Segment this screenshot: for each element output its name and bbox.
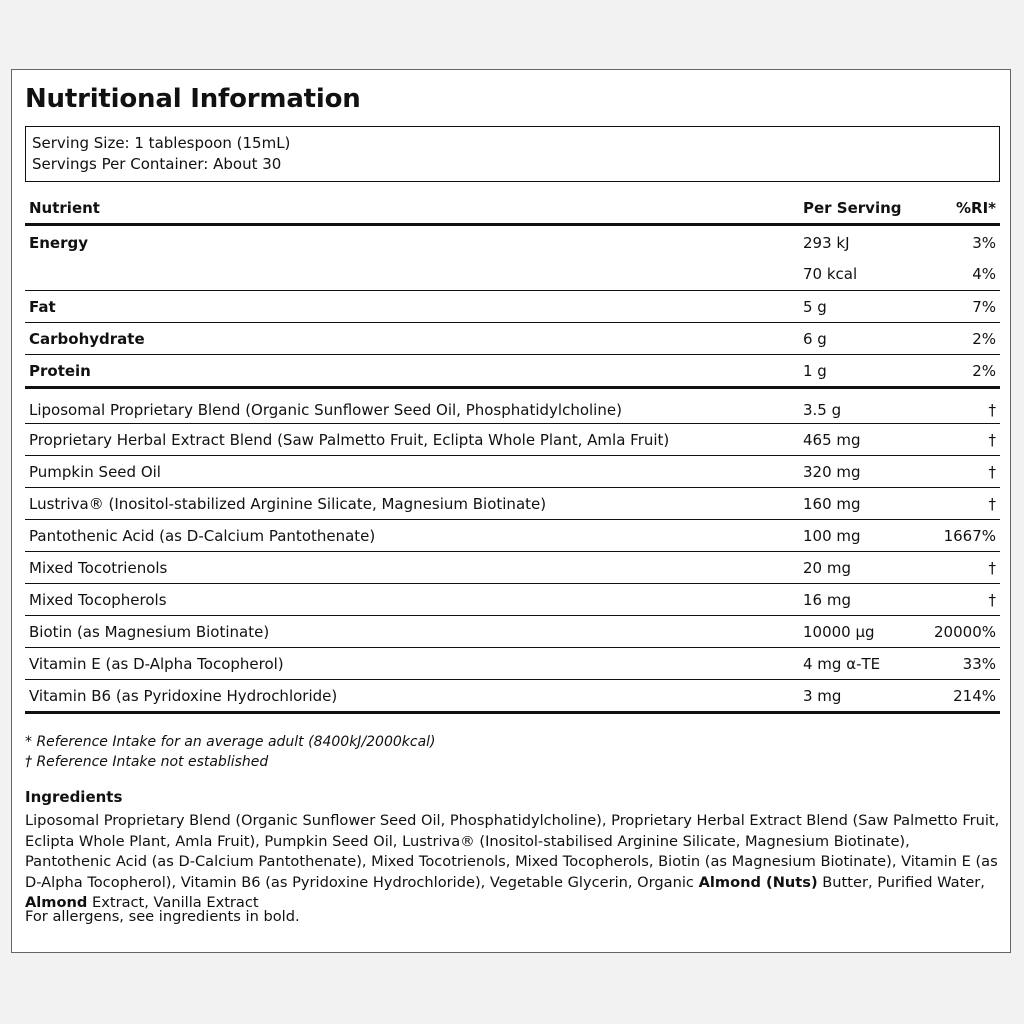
serving-box: [25, 126, 1000, 182]
header-nutrient: Nutrient: [29, 199, 100, 217]
nutrient-name: Mixed Tocotrienols: [29, 559, 168, 577]
table-row: [25, 648, 1000, 680]
dagger-footnote: † Reference Intake not established: [25, 754, 269, 770]
nutrient-name: Proprietary Herbal Extract Blend (Saw Palmetto Fruit, Eclipta Whole Plant, Amla Fruit): [29, 431, 670, 449]
allergen-almond-nuts: Almond (Nuts): [698, 873, 818, 891]
allergen-note: For allergens, see ingredients in bold.: [25, 908, 300, 925]
nutrient-ri: 214%: [953, 687, 996, 705]
nutrient-name: Liposomal Proprietary Blend (Organic Sunflower Seed Oil, Phosphatidylcholine): [29, 401, 622, 419]
nutrient-ri: †: [988, 559, 996, 577]
nutrition-table: [25, 190, 1000, 714]
nutrient-amount: 320 mg: [803, 463, 861, 481]
nutrient-amount: 5 g: [803, 298, 827, 316]
nutrient-amount: 3.5 g: [803, 401, 842, 419]
nutrient-amount: 4 mg α-TE: [803, 655, 881, 673]
energy-kcal: 70 kcal: [803, 265, 858, 283]
nutrient-ri: †: [988, 463, 996, 481]
nutrient-ri: †: [988, 401, 996, 419]
nutrient-name: Pumpkin Seed Oil: [29, 463, 161, 481]
ingredients-part: Butter, Purified Water,: [817, 873, 985, 891]
table-row: [25, 616, 1000, 648]
nutrient-ri: 33%: [962, 655, 996, 673]
nutrient-ri: 2%: [972, 362, 996, 380]
nutrient-amount: 3 mg: [803, 687, 842, 705]
table-row-protein: [25, 355, 1000, 389]
table-row: [25, 584, 1000, 616]
nutrient-ri: 7%: [972, 298, 996, 316]
nutrient-name: Protein: [29, 362, 91, 380]
table-row-energy: [25, 226, 1000, 291]
nutrient-ri: 1667%: [943, 527, 996, 545]
nutrient-amount: 1 g: [803, 362, 827, 380]
page-title: Nutritional Information: [25, 84, 361, 114]
table-row-fat: [25, 291, 1000, 323]
energy-kj-ri: 3%: [972, 234, 996, 252]
nutrient-name: Carbohydrate: [29, 330, 145, 348]
ingredients-title: Ingredients: [25, 788, 123, 806]
table-header: [25, 190, 1000, 226]
nutrient-name: Fat: [29, 298, 56, 316]
ingredients-part: Liposomal Proprietary Blend (Organic Sunflower Seed Oil, Phosphatidylcholine), Proprietary Herbal Extract Blend (Saw Palmetto Fruit, Eclipta Whole Plant, Amla Fruit), Pumpkin Seed Oil, Lustriva® (Inositol-stabilised Arginine Silicate, Magnesium Biotinate), Pantothenic Acid (as D-Calcium Pantothenate), Mixed Tocotrienols, Mixed Tocopherols, Biotin (as Magnesium Biotinate), Vitamin E (as D-Alpha Tocopherol), Vitamin B6 (as Pyridoxine Hydrochloride), Vegetable Glycerin, Organic: [25, 812, 1000, 891]
nutrient-ri: 20000%: [934, 623, 996, 641]
ingredients-text: [25, 811, 1000, 914]
ri-footnote: * Reference Intake for an average adult (8400kJ/2000kcal): [25, 734, 436, 750]
nutrient-amount: 160 mg: [803, 495, 861, 513]
nutrient-amount: 6 g: [803, 330, 827, 348]
nutrient-name: Mixed Tocopherols: [29, 591, 167, 609]
servings-per-container: Servings Per Container: About 30: [32, 155, 282, 173]
nutrient-amount: 16 mg: [803, 591, 851, 609]
nutrition-panel: [11, 69, 1011, 953]
table-row: [25, 456, 1000, 488]
energy-kcal-ri: 4%: [972, 265, 996, 283]
nutrient-amount: 10000 µg: [803, 623, 875, 641]
energy-label: Energy: [29, 234, 89, 252]
nutrient-name: Pantothenic Acid (as D-Calcium Pantothenate): [29, 527, 376, 545]
nutrient-amount: 100 mg: [803, 527, 861, 545]
nutrient-amount: 20 mg: [803, 559, 851, 577]
footnotes: [25, 732, 436, 772]
nutrient-amount: 465 mg: [803, 431, 861, 449]
nutrient-ri: †: [988, 495, 996, 513]
nutrient-ri: 2%: [972, 330, 996, 348]
nutrient-name: Vitamin E (as D-Alpha Tocopherol): [29, 655, 284, 673]
allergen-almond: Almond: [25, 894, 88, 912]
header-ri: %RI*: [955, 199, 996, 217]
nutrient-name: Vitamin B6 (as Pyridoxine Hydrochloride): [29, 687, 338, 705]
header-per-serving: Per Serving: [803, 199, 902, 217]
table-row: [25, 488, 1000, 520]
energy-kj: 293 kJ: [803, 234, 850, 252]
table-row-carbohydrate: [25, 323, 1000, 355]
serving-size: Serving Size: 1 tablespoon (15mL): [32, 134, 291, 152]
nutrient-ri: †: [988, 591, 996, 609]
nutrient-ri: †: [988, 431, 996, 449]
table-row: [25, 389, 1000, 424]
table-row: [25, 552, 1000, 584]
table-row: [25, 520, 1000, 552]
ingredients-part: Extract, Vanilla Extract: [87, 894, 259, 912]
table-row: [25, 680, 1000, 714]
nutrient-name: Biotin (as Magnesium Biotinate): [29, 623, 270, 641]
nutrient-name: Lustriva® (Inositol-stabilized Arginine Silicate, Magnesium Biotinate): [29, 495, 547, 513]
table-row: [25, 424, 1000, 456]
